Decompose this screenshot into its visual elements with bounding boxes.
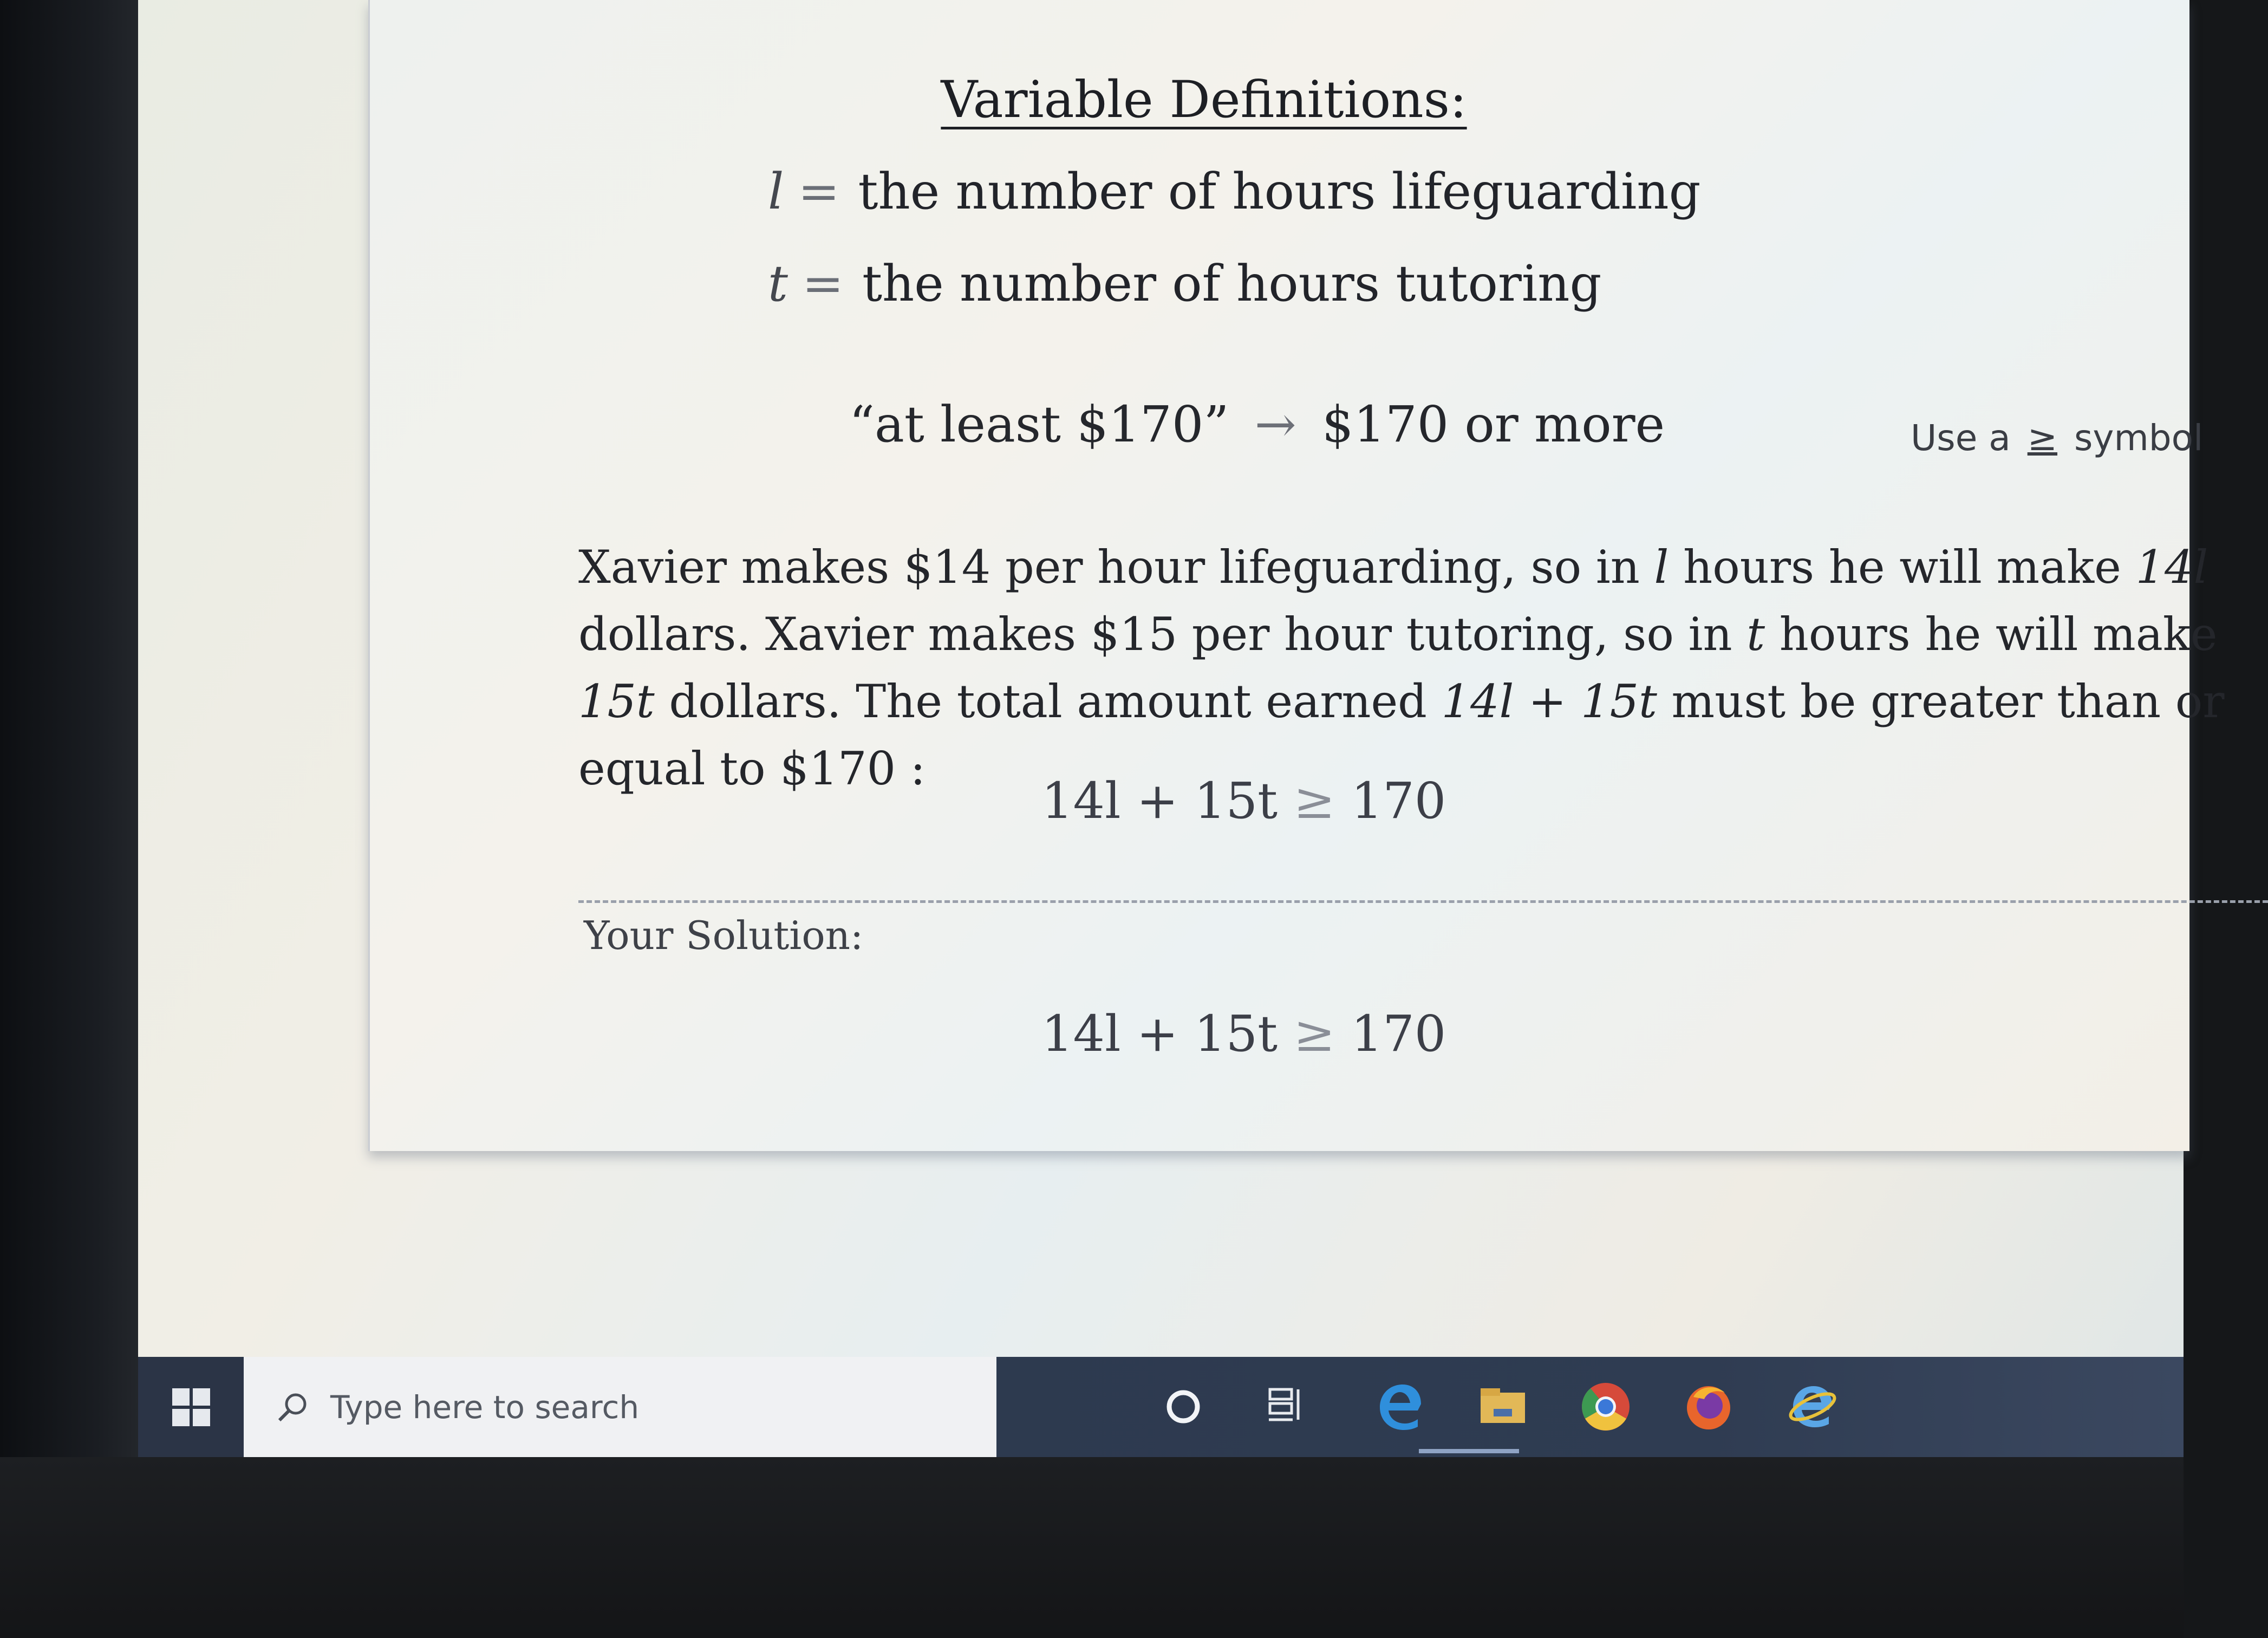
start-button[interactable] — [138, 1357, 244, 1457]
task-view-icon[interactable] — [1259, 1380, 1313, 1434]
greater-equal-symbol: ≥ — [2027, 417, 2058, 459]
definition-t-text: the number of hours tutoring — [862, 255, 1602, 313]
answer-inequality: 14l + 15t ≥ 170 — [1041, 772, 1446, 830]
active-app-indicator — [1419, 1449, 1519, 1453]
file-explorer-icon[interactable] — [1476, 1380, 1530, 1434]
phrase-quote: “at least $170” — [849, 395, 1229, 453]
monitor-bezel-left — [0, 0, 138, 1462]
taskbar — [138, 1357, 2184, 1457]
student-solution: 14l + 15t ≥ 170 — [1041, 1005, 1446, 1063]
search-placeholder: Type here to search — [330, 1388, 640, 1426]
variable-t: t — [768, 255, 788, 313]
solution-label: Your Solution: — [584, 913, 864, 958]
search-icon — [276, 1391, 309, 1424]
definition-l-text: the number of hours lifeguarding — [858, 162, 1701, 220]
edge-icon[interactable] — [1373, 1380, 1427, 1434]
monitor-bezel-bottom — [0, 1457, 2184, 1638]
internet-explorer-icon[interactable] — [1784, 1380, 1839, 1434]
windows-start-icon — [172, 1388, 210, 1426]
definition-t: t = the number of hours tutoring — [768, 255, 1602, 313]
divider — [578, 900, 2268, 903]
phrase-result: $170 or more — [1322, 395, 1665, 453]
taskbar-search-box[interactable] — [244, 1357, 996, 1457]
solution-card — [368, 0, 2225, 1151]
cortana-icon[interactable] — [1156, 1380, 1210, 1434]
variable-l: l — [768, 162, 784, 220]
definition-l: l = the number of hours lifeguarding — [768, 162, 1701, 220]
hint-text: Use a ≥ symbol — [1911, 417, 2204, 459]
arrow-icon: → — [1254, 395, 1296, 453]
explanation-paragraph: Xavier makes $14 per hour lifeguarding, so in l hours he will make 14l dollars. Xavier makes $15 per hour tutoring, so in t hours he will make 15t dollars. The total amount earned 14l + 15t must be greater than or equal to $170 : — [578, 541, 2225, 795]
page-title: Variable Definitions: — [941, 70, 1467, 129]
screen — [138, 0, 2225, 1457]
phrase-translation — [849, 395, 1665, 453]
firefox-icon[interactable] — [1682, 1380, 1736, 1434]
chrome-icon[interactable] — [1579, 1380, 1633, 1434]
